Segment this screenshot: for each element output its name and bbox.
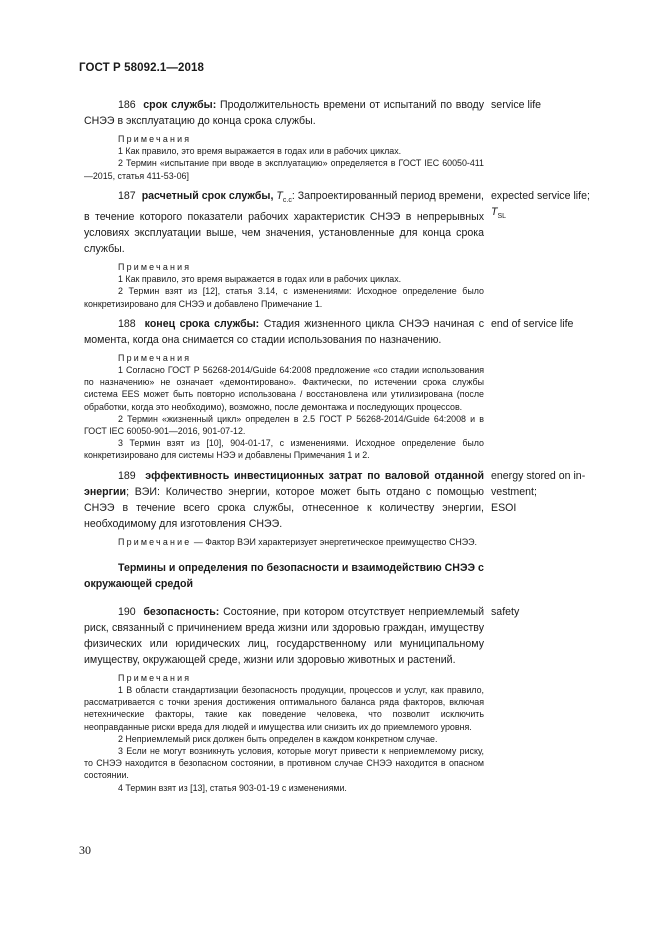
term-english: [491, 188, 626, 225]
definition-text: Состояние, при котором отсутствует неприемлемый риск, связанный с причинением вреда жизни или здоровью граждан, имуществу физических или юридических лиц, государственному или муниципальному имуществу, окружающей среде, жизни или здоровью животных и растений.: [84, 605, 484, 666]
notes-block: [84, 352, 484, 462]
note-item: 1 Согласно ГОСТ Р 56268-2014/Guide 64:2008 предложение «со стадии использования по назначению» не означает «демонтировано». Фактически, по истечении срока службы система EES может быть повторно использована / восстановлена или утилизирована (после обработки, когда это необходимо), возможно, после демонтажа и последующих процессов.: [84, 364, 484, 412]
term-symbol-sub: c.c: [282, 196, 292, 204]
term-number: 188: [118, 317, 136, 330]
term-english: safety: [491, 605, 520, 618]
definition-text: Стадия жизненного цикла СНЭЭ начиная с момента, когда она снимается со стадии использования по назначению.: [84, 317, 484, 346]
term-ru: срок службы:: [143, 99, 217, 111]
term-english: service life: [491, 99, 542, 111]
note-item: 2 Термин взят из [12], статья 3.14, с изменениями: Исходное определение было конкретизировано для СНЭЭ и добавлено Примечание 1.: [84, 286, 484, 309]
english-abbrev: ESOI: [491, 501, 517, 514]
note-item: [84, 536, 484, 548]
term-entry-188: [84, 316, 574, 462]
note-item: 2 Неприемлемый риск должен быть определен в каждом конкретном случае.: [118, 733, 438, 744]
notes-title: Примечания: [118, 672, 192, 683]
definition: [84, 604, 484, 668]
term-ru: безопасность:: [143, 605, 220, 618]
term-entry-190: [84, 604, 520, 794]
term-number: 190: [118, 605, 136, 618]
term-ru: конец срока службы:: [144, 317, 260, 330]
definition-text: Продолжительность времени от испытаний по вводу СНЭЭ в эксплуатацию до конца срока службы.: [84, 99, 484, 127]
english-text: energy stored on in-vestment;: [491, 469, 586, 498]
document-header: ГОСТ Р 58092.1—2018: [79, 62, 204, 74]
notes-title: Примечания: [118, 134, 192, 144]
term-ru: расчетный срок службы,: [141, 189, 274, 202]
note-item: 2 Термин «жизненный цикл» определен в 2.5 ГОСТ Р 56268-2014/Guide 64:2008 и в ГОСТ IEC 60050-901—2016, 901-07-12.: [84, 413, 484, 436]
notes-block: [84, 133, 484, 182]
page-number: 30: [79, 843, 91, 857]
notes-title: Примечания: [118, 261, 192, 272]
note-text: — Фактор ВЭИ характеризует энергетическое преимущество СНЭЭ.: [191, 536, 477, 547]
note-item: 3 Термин взят из [10], 904-01-17, с изменениями. Исходное определение было конкретизировано для системы НЭЭ и добавлены Примечания 1 и 2.: [84, 438, 484, 461]
term-english: end of service life: [491, 317, 574, 330]
notes-title: Примечания: [118, 352, 192, 363]
term-number: 187: [118, 189, 136, 202]
note-item: 3 Если не могут возникнуть условия, которые могут привести к неприемлемому риску, то СНЭЭ находится в безопасном состоянии, в противном случае СНЭЭ находится в опасном состоянии.: [84, 745, 484, 781]
document-body: [84, 97, 590, 800]
english-symbol-sub: SL: [497, 212, 507, 220]
definition: [84, 188, 484, 257]
definition-text: ; ВЭИ: Количество энергии, которое может быть отдано с помощью СНЭЭ в течение всего срока службы, отнесенное к количеству энергии, необходимому для изготовления СНЭЭ.: [84, 485, 484, 530]
note-item: 1 Как правило, это время выражается в годах или в рабочих циклах.: [118, 146, 402, 157]
notes-block: [84, 261, 484, 310]
term-entry-186: [84, 97, 542, 182]
term-number: 186: [118, 99, 136, 111]
notes-block: [84, 672, 484, 794]
term-ru: эффективность инвестиционных затрат по валовой отданной энергии: [84, 469, 484, 498]
notes-block: [84, 536, 484, 548]
note-item: 1 Как правило, это время выражается в годах или в рабочих циклах.: [118, 274, 402, 285]
note-item: 4 Термин взят из [13], статья 903-01-19 с изменениями.: [118, 782, 347, 793]
definition: [84, 468, 484, 532]
note-item: 1 В области стандартизации безопасность продукции, процессов и услуг, как правило, рассматривается с точки зрения достижения оптимального баланса ряда факторов, включая нетехнические факторы, такие как поведение человека, что позволит исключить неоправданные риски вреда для людей и имущества или снизить их до приемлемого уровня.: [84, 684, 484, 732]
term-english: [491, 468, 626, 516]
definition: [84, 97, 484, 129]
term-symbol: T: [276, 189, 283, 202]
notes-title: Примечание: [118, 536, 192, 547]
term-entry-189: [84, 468, 586, 548]
note-item: 2 Термин «испытание при вводе в эксплуатацию» определяется в ГОСТ IEC 60050-411—2015, статья 411-53-06]: [84, 158, 484, 181]
definition-text: : Запроектированный период времени, в течение которого показатели рабочих характеристик СНЭЭ в непрерывных условиях эксплуатации выше, чем значения, установленные для конца срока службы.: [84, 189, 484, 255]
english-symbol: T: [491, 205, 498, 218]
term-entry-187: [84, 188, 590, 310]
definition: [84, 316, 484, 348]
section-title: Термины и определения по безопасности и взаимодействию СНЭЭ с окружающей средой: [84, 561, 484, 590]
term-number: 189: [118, 469, 136, 482]
english-text: expected service life;: [491, 189, 590, 202]
